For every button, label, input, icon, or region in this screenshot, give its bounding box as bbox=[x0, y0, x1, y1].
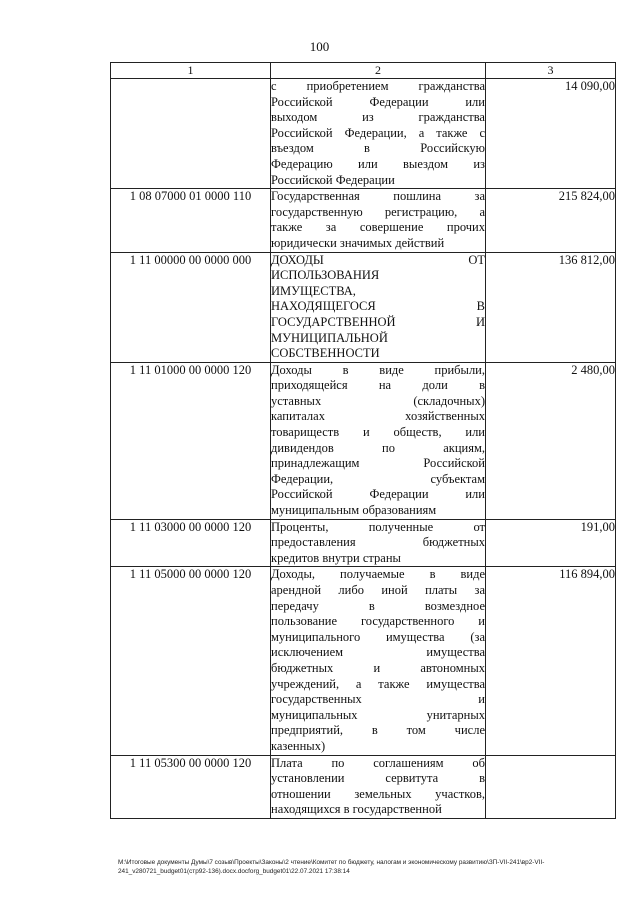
description-line: исключением имущества bbox=[271, 645, 485, 660]
description-line: въездом в Российскую bbox=[271, 141, 485, 156]
description-line: НАХОДЯЩЕГОСЯ В bbox=[271, 299, 485, 314]
description-line: капиталах хозяйственных bbox=[271, 409, 485, 424]
description-line: Доходы в виде прибыли, bbox=[271, 362, 485, 377]
description-line: установлении сервитута в bbox=[271, 771, 485, 786]
footer-line-1: M:\Итоговые документы Думы\7 созыв\Проекты\Законы\2 чтение\Комитет по бюджету, налогам и экономическому развитию\ЗП-VII-241\вр2-VII- bbox=[118, 859, 545, 866]
row-description bbox=[271, 755, 486, 818]
column-header-code: 1 bbox=[111, 63, 271, 79]
table-row bbox=[111, 567, 616, 755]
table-row bbox=[111, 755, 616, 818]
table-body bbox=[111, 79, 616, 819]
description-line: Федерации, субъектам bbox=[271, 471, 485, 486]
description-line: предоставления бюджетных bbox=[271, 535, 485, 550]
row-code: 1 11 00000 00 0000 000 bbox=[111, 252, 271, 362]
description-line: Проценты, полученные от bbox=[271, 519, 485, 534]
description-line: пользование государственного и bbox=[271, 614, 485, 629]
description-line: ГОСУДАРСТВЕННОЙ И bbox=[271, 314, 485, 329]
description-line: Российской Федерации, а также с bbox=[271, 125, 485, 140]
description-line: юридически значимых действий bbox=[271, 235, 445, 250]
row-code: 1 11 05300 00 0000 120 bbox=[111, 755, 271, 818]
description-line: учреждений, а также имущества bbox=[271, 676, 485, 691]
description-line: кредитов внутри страны bbox=[271, 550, 401, 565]
description-line: МУНИЦИПАЛЬНОЙ bbox=[271, 330, 388, 345]
table-row bbox=[111, 79, 616, 189]
document-path-footer bbox=[118, 858, 618, 876]
row-description bbox=[271, 252, 486, 362]
row-amount: 2 480,00 bbox=[486, 362, 616, 519]
description-line: Плата по соглашениям об bbox=[271, 755, 485, 770]
description-line: также за совершение прочих bbox=[271, 220, 485, 235]
description-line: казенных) bbox=[271, 738, 326, 753]
row-code: 1 11 05000 00 0000 120 bbox=[111, 567, 271, 755]
description-line: Государственная пошлина за bbox=[271, 189, 485, 204]
description-line: выходом из гражданства bbox=[271, 110, 485, 125]
row-description bbox=[271, 519, 486, 567]
description-line: с приобретением гражданства bbox=[271, 79, 485, 93]
description-line: муниципальным образованиям bbox=[271, 503, 437, 518]
footer-line-2: 241_v280721_budget01(стр92-136).docx.docforg_budget01\22.07.2021 17:38:14 bbox=[118, 868, 350, 875]
description-line: муниципальных унитарных bbox=[271, 707, 485, 722]
row-code: 1 11 01000 00 0000 120 bbox=[111, 362, 271, 519]
description-line: дивидендов по акциям, bbox=[271, 440, 485, 455]
description-line: государственную регистрацию, а bbox=[271, 204, 485, 219]
table-row bbox=[111, 189, 616, 252]
row-amount bbox=[486, 755, 616, 818]
description-line: Российской Федерации bbox=[271, 172, 395, 187]
description-line: находящихся в государственной bbox=[271, 802, 442, 817]
description-line: Федерацию или выездом из bbox=[271, 156, 485, 171]
table-row bbox=[111, 362, 616, 519]
column-header-name: 2 bbox=[271, 63, 486, 79]
table-header-row bbox=[111, 63, 616, 79]
row-description bbox=[271, 567, 486, 755]
row-description bbox=[271, 189, 486, 252]
table-row bbox=[111, 519, 616, 567]
row-amount: 215 824,00 bbox=[486, 189, 616, 252]
row-description bbox=[271, 362, 486, 519]
table-row bbox=[111, 252, 616, 362]
description-line: СОБСТВЕННОСТИ bbox=[271, 346, 380, 361]
row-code: 1 11 03000 00 0000 120 bbox=[111, 519, 271, 567]
row-amount: 191,00 bbox=[486, 519, 616, 567]
row-description bbox=[271, 79, 486, 189]
description-line: ИМУЩЕСТВА, bbox=[271, 283, 356, 298]
description-line: бюджетных и автономных bbox=[271, 660, 485, 675]
description-line: Российской Федерации или bbox=[271, 487, 485, 502]
description-line: принадлежащим Российской bbox=[271, 456, 485, 471]
description-line: Российской Федерации или bbox=[271, 94, 485, 109]
description-line: приходящейся на доли в bbox=[271, 378, 485, 393]
description-line: ДОХОДЫ ОТ bbox=[271, 252, 485, 267]
description-line: товариществ и обществ, или bbox=[271, 425, 485, 440]
row-code: 1 08 07000 01 0000 110 bbox=[111, 189, 271, 252]
description-line: государственных и bbox=[271, 692, 485, 707]
description-line: муниципального имущества (за bbox=[271, 629, 485, 644]
page-number: 100 bbox=[309, 39, 330, 54]
description-line: отношении земельных участков, bbox=[271, 786, 485, 801]
description-line: уставных (складочных) bbox=[271, 393, 485, 408]
description-line: предприятий, в том числе bbox=[271, 723, 485, 738]
description-line: ИСПОЛЬЗОВАНИЯ bbox=[271, 268, 380, 283]
description-line: Доходы, получаемые в виде bbox=[271, 567, 485, 582]
row-amount: 136 812,00 bbox=[486, 252, 616, 362]
row-amount: 116 894,00 bbox=[486, 567, 616, 755]
description-line: арендной либо иной платы за bbox=[271, 583, 485, 597]
budget-table bbox=[110, 62, 616, 819]
description-line: передачу в возмездное bbox=[271, 598, 485, 613]
row-code bbox=[111, 79, 271, 189]
row-amount: 14 090,00 bbox=[486, 79, 616, 189]
column-header-amount: 3 bbox=[486, 63, 616, 79]
